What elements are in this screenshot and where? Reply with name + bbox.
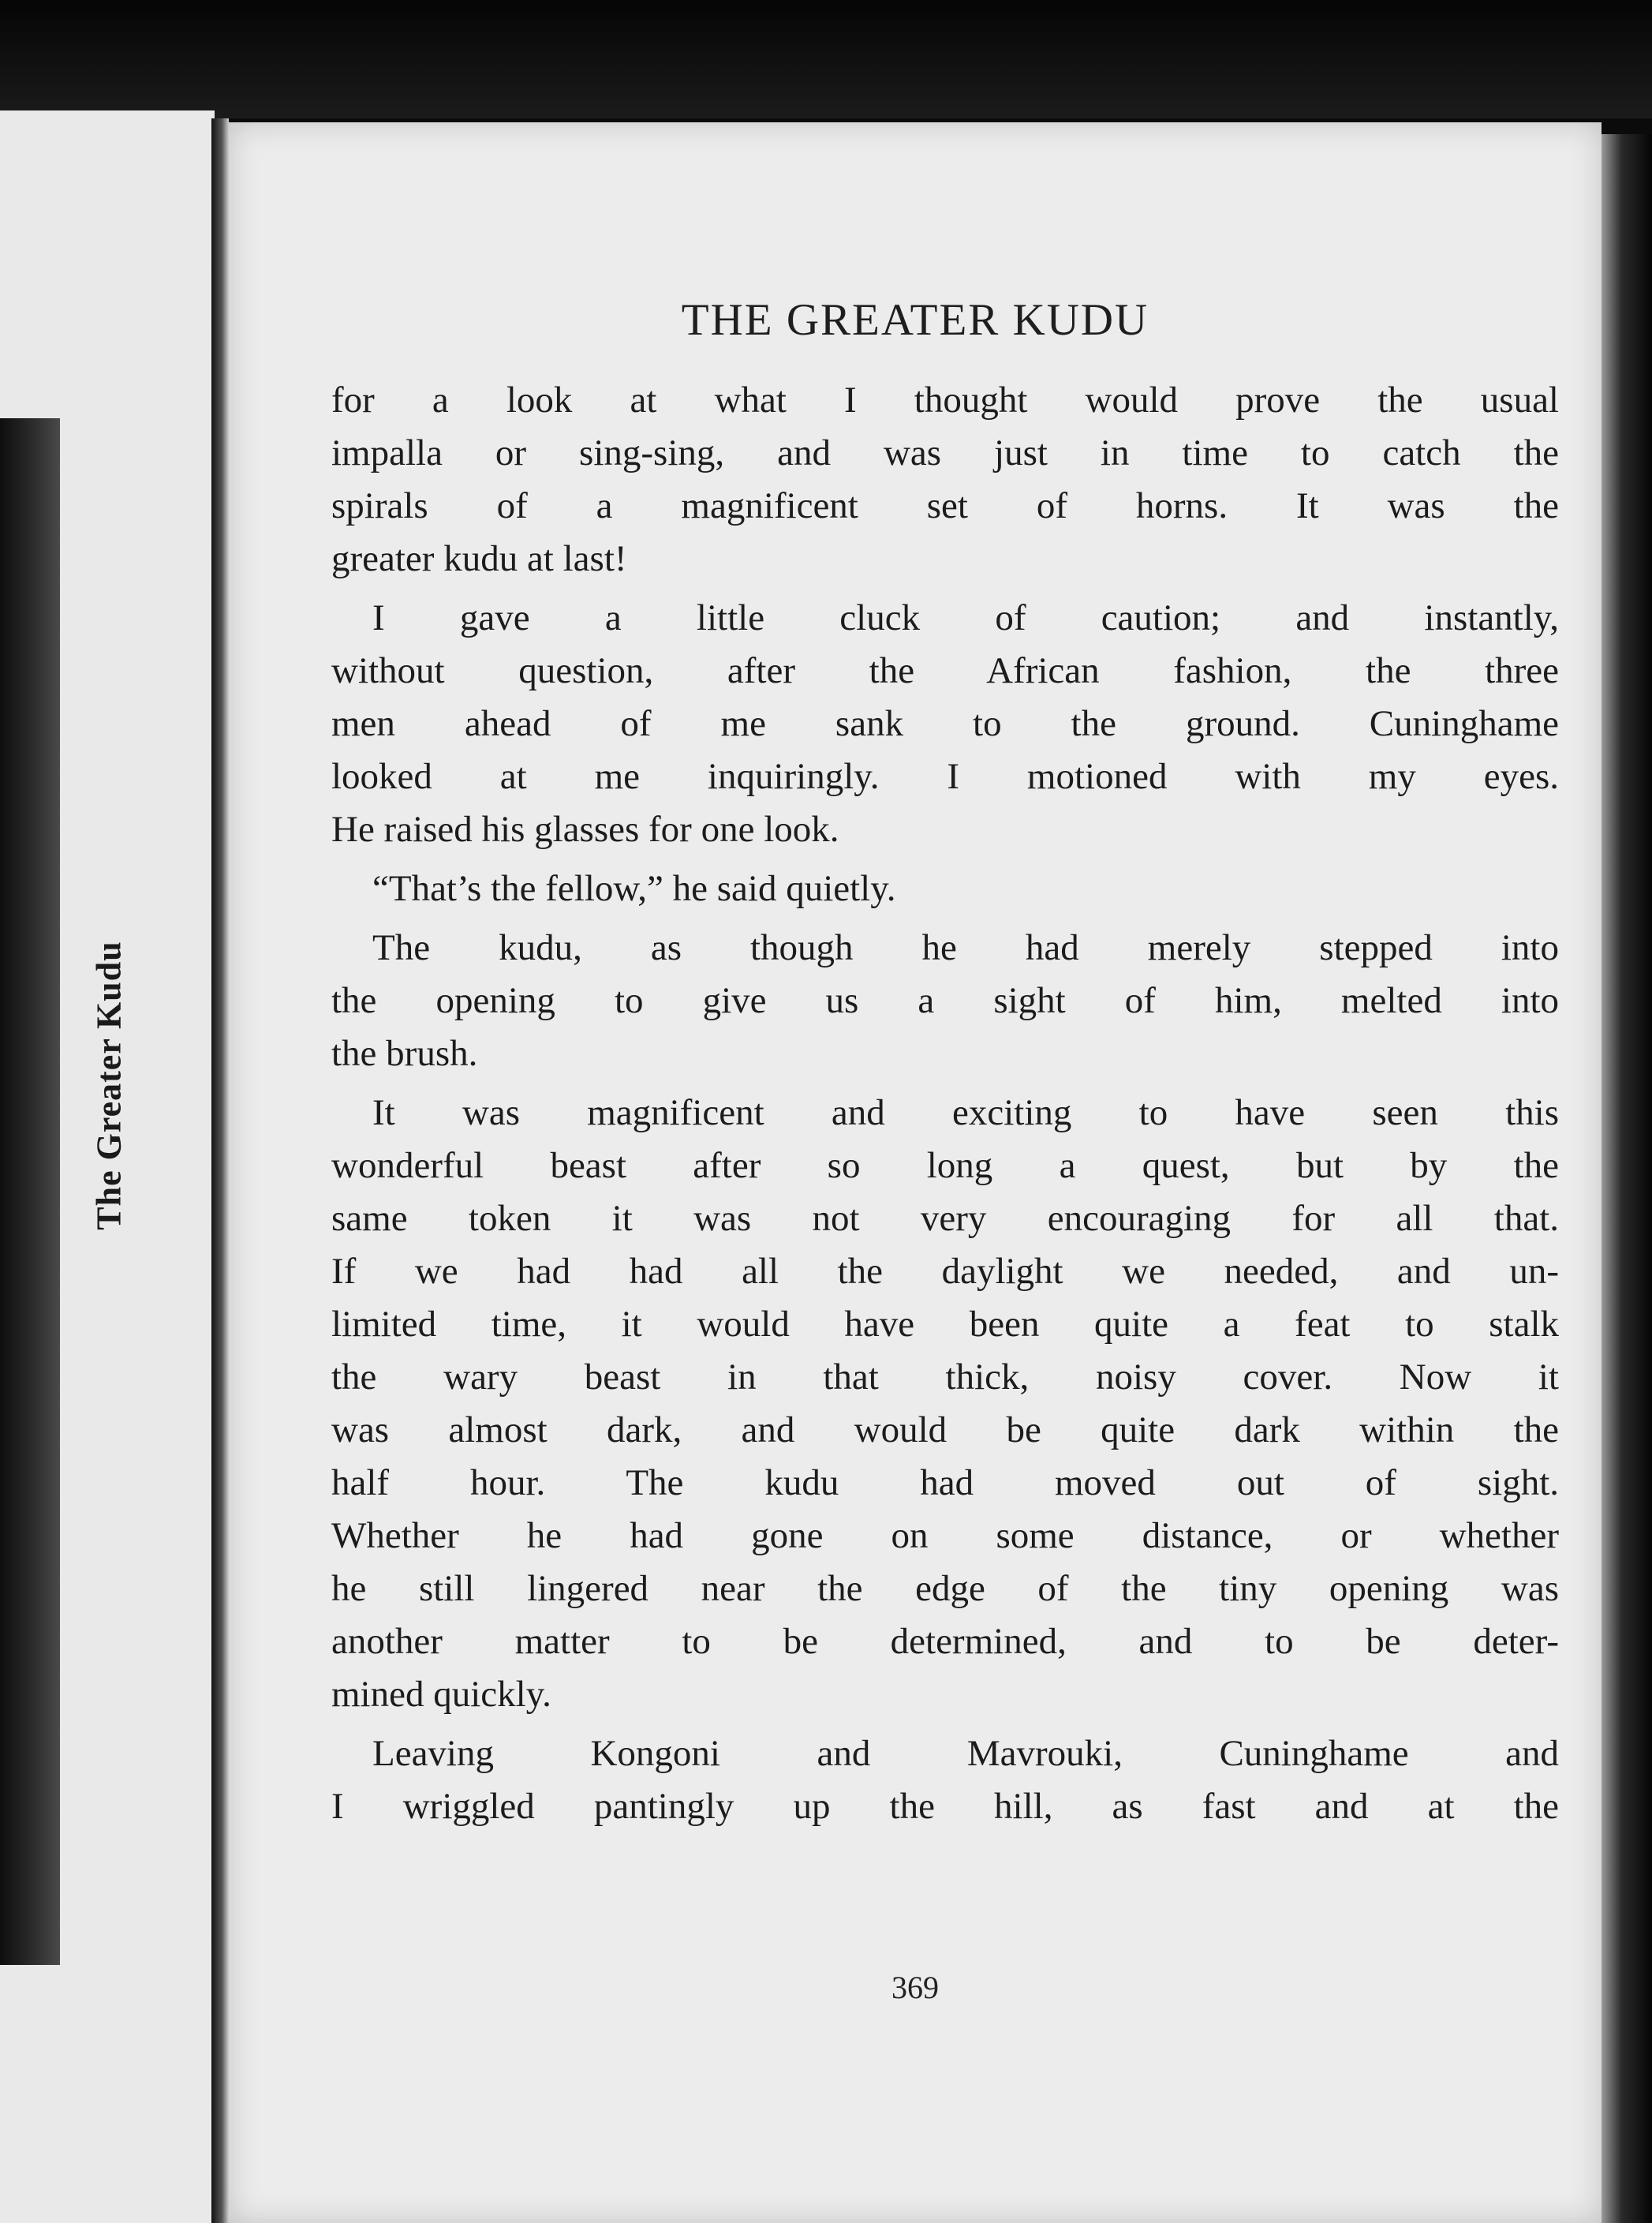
text-line: wonderful beast after so long a quest, but by the <box>331 1145 1559 1186</box>
text-line: looked at me inquiringly. I motioned with my eyes. <box>331 756 1559 797</box>
left-running-head-text: The Greater Kudu <box>89 940 129 1230</box>
text-line: The kudu, as though he had merely stepped into <box>372 927 1559 968</box>
page-title: THE GREATER KUDU <box>681 295 1149 345</box>
scan-top-border <box>0 0 1652 118</box>
text-line: was almost dark, and would be quite dark within the <box>331 1409 1559 1450</box>
text-line: another matter to be determined, and to be deter- <box>331 1621 1559 1662</box>
text-line: limited time, it would have been quite a feat to stalk <box>331 1304 1559 1345</box>
text-line: “That’s the fellow,” he said quietly. <box>372 868 896 909</box>
text-line: If we had had all the daylight we needed, and un- <box>331 1251 1559 1292</box>
text-line: the brush. <box>331 1033 478 1074</box>
text-line: Whether he had gone on some distance, or whether <box>331 1515 1559 1556</box>
body-text <box>331 374 1559 1833</box>
text-line: same token it was not very encouraging for all that. <box>331 1198 1559 1239</box>
text-line: He raised his glasses for one look. <box>331 809 839 850</box>
text-line: Leaving Kongoni and Mavrouki, Cuninghame and <box>372 1733 1559 1774</box>
text-line: mined quickly. <box>331 1674 551 1715</box>
text-line: greater kudu at last! <box>331 538 627 579</box>
text-line: he still lingered near the edge of the tiny opening was <box>331 1568 1559 1609</box>
right-page <box>229 122 1602 2223</box>
text-line: the wary beast in that thick, noisy cover. Now it <box>331 1357 1559 1398</box>
left-page-dark-edge <box>0 418 60 1965</box>
text-line: It was magnificent and exciting to have seen this <box>372 1092 1559 1133</box>
page-number: 369 <box>891 1970 939 2005</box>
text-line: without question, after the African fashion, the three <box>331 650 1559 691</box>
text-line: impalla or sing-sing, and was just in time to catch the <box>331 432 1559 473</box>
text-line: for a look at what I thought would prove the usual <box>331 380 1559 421</box>
text-line: I wriggled pantingly up the hill, as fast and at the <box>331 1786 1559 1827</box>
text-line: spirals of a magnificent set of horns. It was the <box>331 485 1559 526</box>
text-line: the opening to give us a sight of him, melted into <box>331 980 1559 1021</box>
text-line: I gave a little cluck of caution; and instantly, <box>372 597 1559 638</box>
page-stack-edge <box>1602 134 1652 2223</box>
book-gutter <box>211 118 229 2223</box>
left-running-head <box>85 919 133 1251</box>
text-line: men ahead of me sank to the ground. Cuninghame <box>331 703 1559 744</box>
text-line: half hour. The kudu had moved out of sight. <box>331 1462 1559 1503</box>
